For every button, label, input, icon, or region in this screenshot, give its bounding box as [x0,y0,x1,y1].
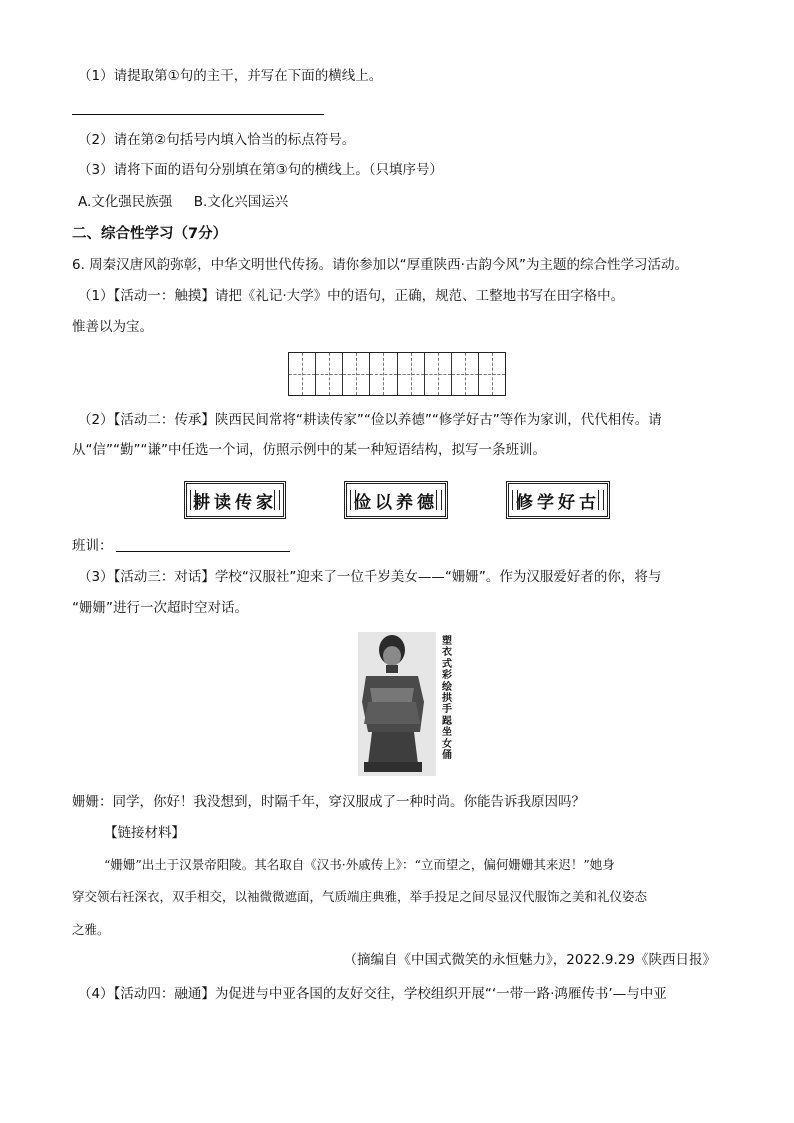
grid-cell[interactable] [398,353,425,395]
tianzige-grid[interactable] [288,352,506,396]
section-title: 二、综合性学习（7分） [72,226,228,242]
material-line-1: “姗姗”出土于汉景帝阳陵。其名取自《汉书·外戚传上》：“立而望之，偏何姗姗其来迟！”她身 [104,857,615,872]
q5-sub2: （2）请在第②句括号内填入恰当的标点符号。 [78,132,356,148]
dialogue-line: 姗姗：同学，你好！我没想到，时隔千年，穿汉服成了一种时尚。你能告诉我原因吗？ [72,794,585,810]
material-line-3: 之雅。 [72,922,110,937]
answer-line-1[interactable] [72,114,324,115]
grid-cell[interactable] [370,353,397,395]
act2-prompt-2: 从“信”“勤”“谦”中任选一个词，仿照示例中的某一种短语结构，拟写一条班训。 [72,442,546,458]
material-title: 【链接材料】 [104,825,185,841]
grid-cell[interactable] [289,353,316,395]
material-source: （摘编自《中国式微笑的永恒魅力》，2022.9.29《陕西日报》 [343,952,716,968]
grid-cell[interactable] [316,353,343,395]
act1-sentence: 惟善以为宝。 [72,319,153,335]
act1-prompt: （1）【活动一：触摸】请把《礼记·大学》中的语句，正确，规范、工整地书写在田字格中。 [78,288,625,304]
act4-prompt: （4）【活动四：融通】为促进与中亚各国的友好交往，学校组织开展“‘一带一路·鸿雁传书’—与中亚 [78,986,667,1002]
grid-cell[interactable] [425,353,452,395]
grid-cell[interactable] [479,353,505,395]
q6-intro: 6. 周秦汉唐风韵弥彰，中华文明世代传扬。请你参加以“厚重陕西·古韵今风”为主题的综合性学习活动。 [72,257,688,273]
grid-cell[interactable] [343,353,370,395]
photo-caption: 塑衣式彩绘拱手跽坐女俑 [442,636,452,762]
material-line-2: 穿交领右衽深衣，双手相交，以袖微微遮面，气质端庄典雅，举手投足之间尽显汉代服饰之美和礼仪姿态 [72,889,648,904]
banxun-answer-line[interactable] [116,551,290,552]
plaque-jianyi: 俭以养德 [344,481,448,519]
plaque-xiuxue: 修学好古 [506,481,610,519]
q5-sub3: （3）请将下面的语句分别填在第③句的横线上。（只填序号） [78,162,443,178]
act3-prompt-1: （3）【活动三：对话】学校“汉服社”迎来了一位千岁美女——“姗姗”。作为汉服爱好者的你，将与 [78,569,662,585]
q5-sub1: （1）请提取第①句的主干，并写在下面的横线上。 [78,68,383,84]
grid-cell[interactable] [452,353,479,395]
figurine-photo [358,632,436,776]
q5-options: A.文化强民族强 B.文化兴国运兴 [78,194,289,210]
plaque-gengdu: 耕读传家 [184,481,286,519]
act3-prompt-2: “姗姗”进行一次超时空对话。 [72,600,248,616]
act2-prompt-1: （2）【活动二：传承】陕西民间常将“耕读传家”“俭以养德”“修学好古”等作为家训，代代相传。请 [78,412,662,428]
banxun-label: 班训： [72,538,113,554]
